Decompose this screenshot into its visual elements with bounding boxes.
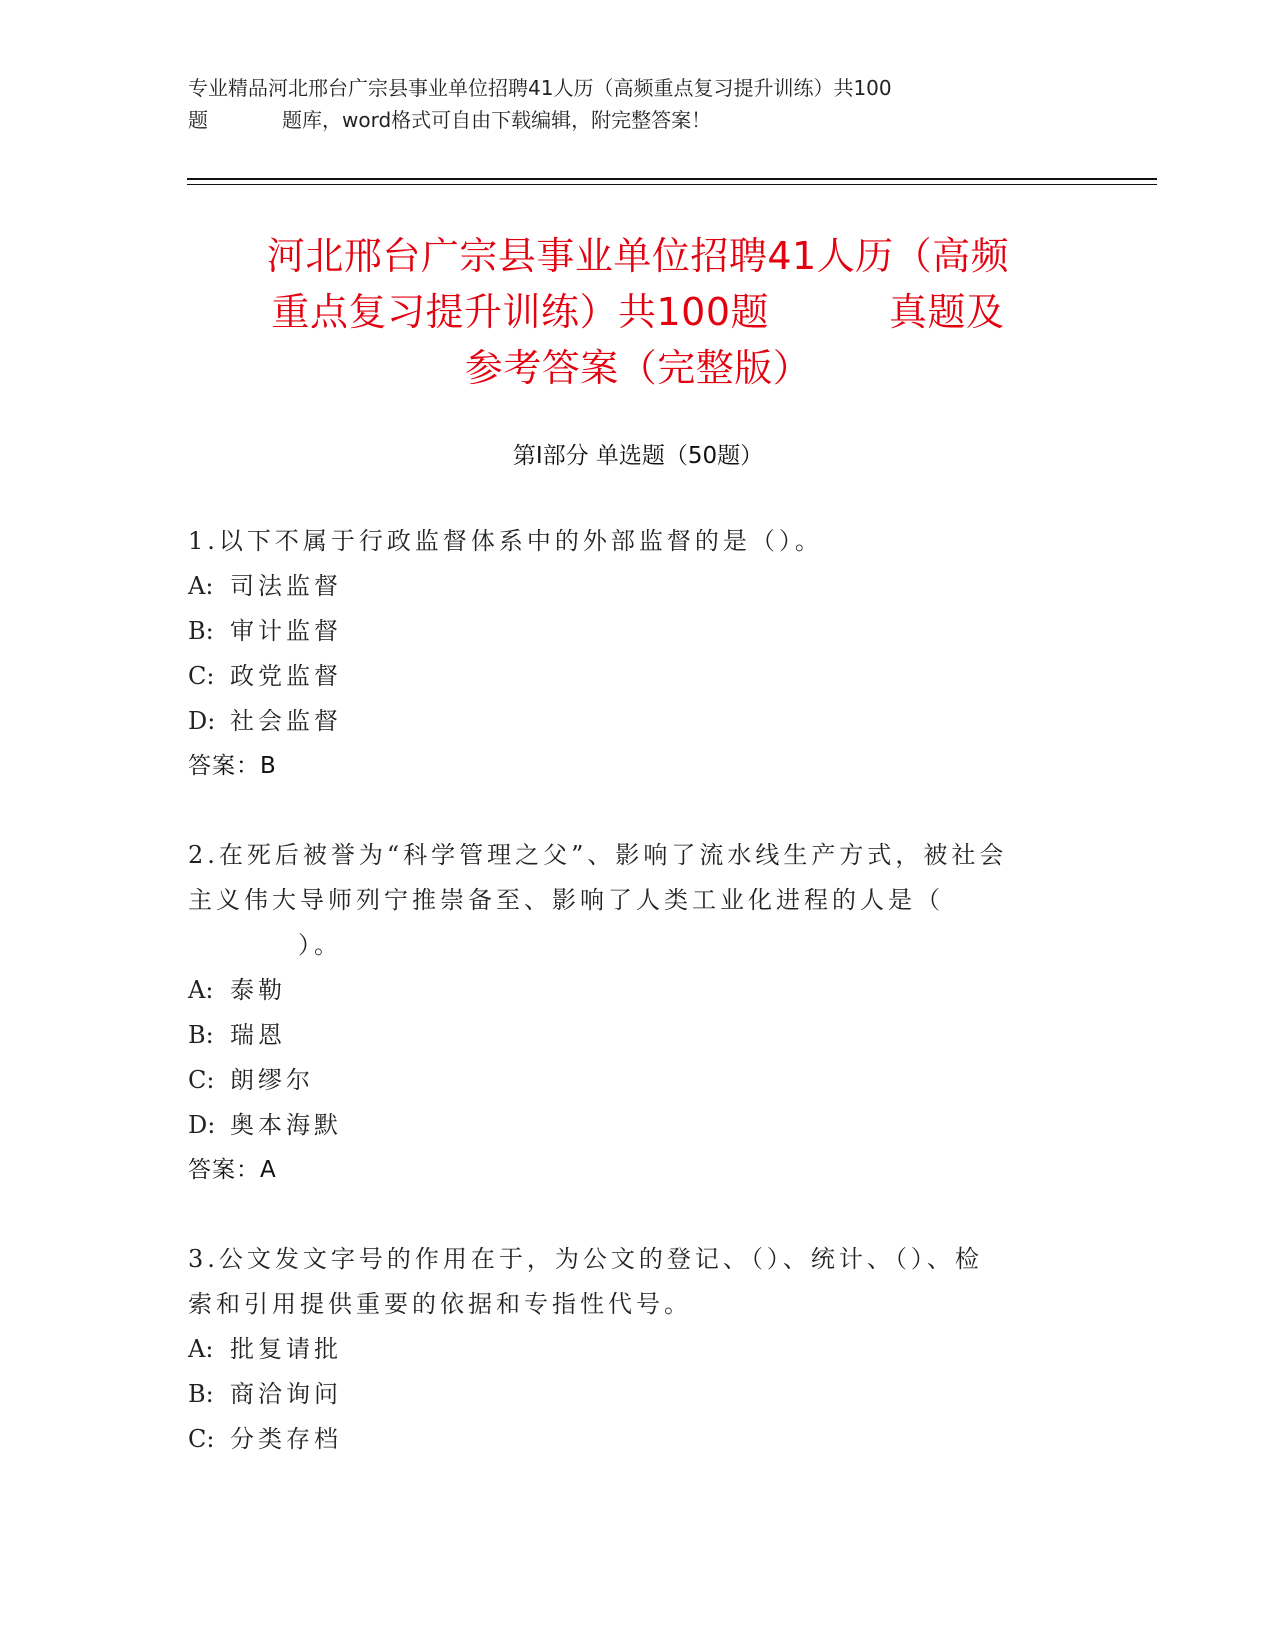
document-title [188, 228, 1088, 396]
answer: 答案：A [188, 1157, 277, 1183]
option-text: 社会监督 [230, 707, 342, 735]
option-key: C: [188, 1066, 215, 1094]
option-key: B: [188, 1021, 214, 1049]
question-1 [188, 519, 1068, 789]
option-text: 奥本海默 [230, 1111, 342, 1139]
option-text: 审计监督 [230, 617, 342, 645]
option-c [188, 1058, 1068, 1103]
option-d [188, 1103, 1068, 1148]
question-text: 1.以下不属于行政监督体系中的外部监督的是（）。 [188, 527, 823, 555]
section-heading: 第Ⅰ部分 单选题（50题） [512, 443, 764, 469]
option-text: 商洽询问 [230, 1380, 342, 1408]
page-header [188, 72, 1088, 136]
title-line-2-end: 真题及 [889, 290, 1005, 334]
question-text: 3.公文发文字号的作用在于，为公文的登记、（）、统计、（）、检 [188, 1245, 983, 1273]
title-line-2-start: 重点复习提升训练）共100题 [271, 290, 770, 334]
option-key: C: [188, 1425, 215, 1453]
option-key: C: [188, 662, 215, 690]
question-text: 索和引用提供重要的依据和专指性代号。 [188, 1290, 692, 1318]
header-line-1: 专业精品河北邢台广宗县事业单位招聘41人历（高频重点复习提升训练）共100 [188, 76, 892, 100]
option-text: 分类存档 [230, 1425, 342, 1453]
header-rule-thick [187, 178, 1157, 180]
question-text: 主义伟大导师列宁推崇备至、影响了人类工业化进程的人是（ [188, 886, 944, 914]
title-line-2 [188, 284, 1088, 340]
question-text: ）。 [298, 931, 342, 959]
option-d [188, 699, 1068, 744]
question-2 [188, 833, 1068, 1193]
option-text: 朗缪尔 [230, 1066, 314, 1094]
option-key: D: [188, 1111, 216, 1139]
option-text: 政党监督 [230, 662, 342, 690]
option-text: 瑞恩 [230, 1021, 286, 1049]
option-b [188, 1372, 1068, 1417]
option-key: D: [188, 707, 216, 735]
option-a [188, 1327, 1068, 1372]
option-b [188, 609, 1068, 654]
header-line-2-end: 题库，word格式可自由下载编辑，附完整答案！ [282, 108, 712, 132]
option-a [188, 564, 1068, 609]
option-b [188, 1013, 1068, 1058]
title-line-3: 参考答案（完整版） [464, 346, 812, 390]
option-key: B: [188, 617, 214, 645]
option-text: 批复请批 [230, 1335, 342, 1363]
option-text: 司法监督 [230, 572, 342, 600]
option-key: A: [188, 1335, 214, 1363]
answer: 答案：B [188, 753, 277, 779]
title-line-1: 河北邢台广宗县事业单位招聘41人历（高频 [266, 234, 1010, 278]
option-key: A: [188, 572, 214, 600]
question-3 [188, 1237, 1068, 1462]
option-key: B: [188, 1380, 214, 1408]
option-c [188, 1417, 1068, 1462]
option-key: A: [188, 976, 214, 1004]
question-text: 2.在死后被誉为“科学管理之父”、影响了流水线生产方式，被社会 [188, 841, 1008, 869]
header-line-2-start: 题 [188, 108, 208, 132]
option-text: 泰勒 [230, 976, 286, 1004]
header-rule-thin [187, 184, 1157, 185]
header-line-2 [188, 104, 1088, 136]
option-c [188, 654, 1068, 699]
option-a [188, 968, 1068, 1013]
